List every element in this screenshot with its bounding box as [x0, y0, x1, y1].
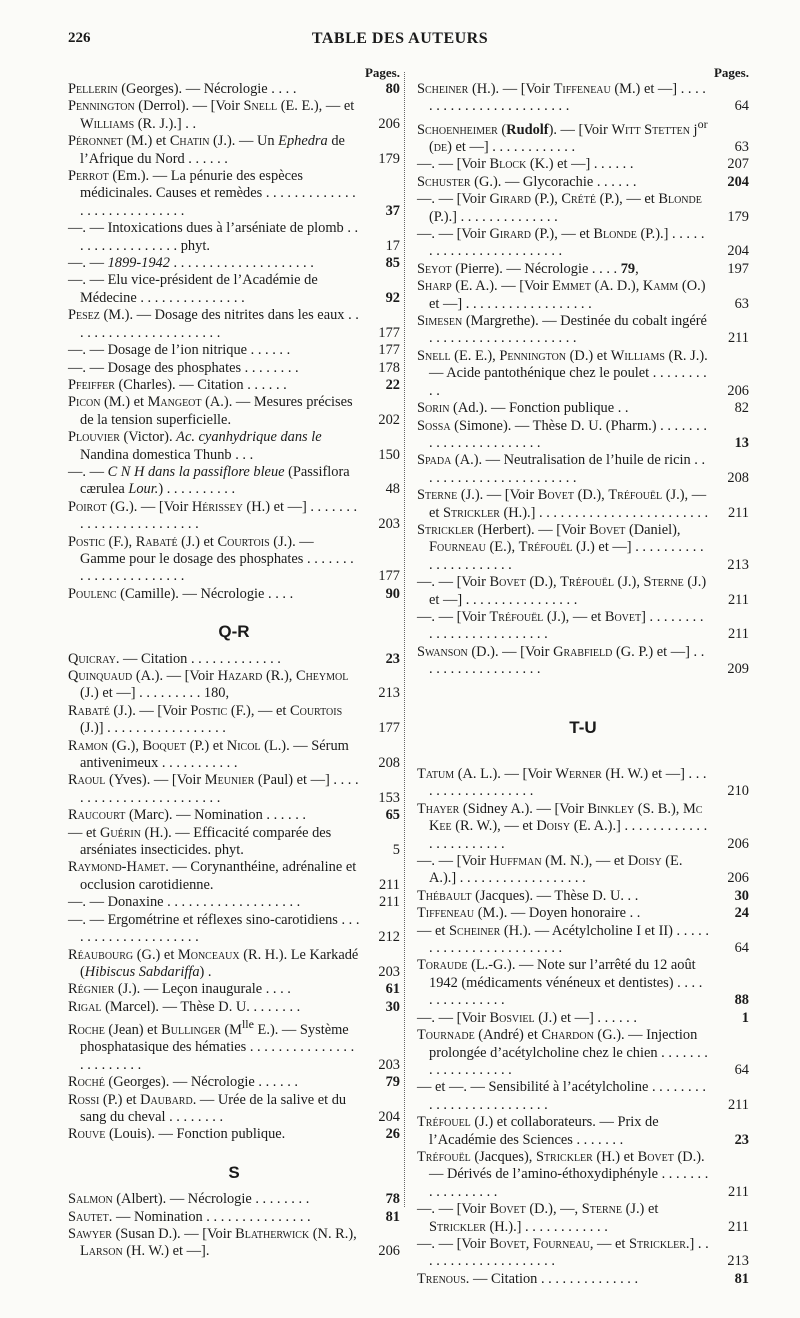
index-entry-page: 204: [727, 173, 749, 190]
index-entry-text: Pennington (Derrol). — [Voir Snell (E. E.), — et Williams (R. J.).] . .: [68, 98, 355, 132]
index-entry: [68, 168, 400, 220]
index-entry-page: 207: [727, 156, 749, 173]
index-entry: [417, 487, 749, 522]
index-entry-page: 206: [378, 115, 400, 132]
page-title: TABLE DES AUTEURS: [311, 30, 489, 47]
index-entry-text: Schuster (G.). — Glycorachie . . . . . .: [417, 173, 637, 190]
index-entry-page: 177: [378, 324, 400, 341]
index-entry-text: Roché (Georges). — Nécrologie . . . . . .: [68, 1074, 298, 1091]
index-entry-page: 63: [734, 295, 749, 312]
index-entry: [417, 1236, 749, 1271]
index-entry-page: 210: [727, 783, 749, 800]
index-entry: [68, 807, 400, 824]
index-group-tu: [417, 766, 749, 1288]
index-entry-page: 208: [727, 469, 749, 486]
index-entry-text: —. — [Voir Bovet (D.), Tréfouël (J.), Sterne (J.) et —] . . . . . . . . . . . . . . . .: [417, 574, 707, 608]
index-entry-page: 209: [727, 661, 749, 678]
index-entry-page: 204: [378, 1108, 400, 1125]
index-entry: [68, 429, 400, 464]
index-entry-text: Raoul (Yves). — [Voir Meunier (Paul) et —] . . . . . . . . . . . . . . . . . . . . . . . .: [68, 772, 359, 806]
index-entry: [68, 360, 400, 377]
index-entry-text: — et Guérin (H.). — Efficacité comparée des arséniates insecticides. phyt.: [68, 824, 332, 859]
index-entry-text: Rouve (Louis). — Fonction publique.: [68, 1126, 286, 1143]
index-group-p: [68, 81, 400, 603]
section-heading-qr: Q-R: [218, 622, 250, 642]
index-entry-page: 64: [734, 940, 749, 957]
index-entry: [417, 1027, 749, 1079]
index-entry-page: 92: [385, 289, 400, 306]
index-entry: [68, 342, 400, 359]
index-entry-text: Réaubourg (G.) et Monceaux (R. H.). Le Karkadé (Hibiscus Sabdariffa) .: [68, 946, 359, 980]
index-entry-page: 81: [734, 1270, 749, 1287]
index-entry-text: — et —. — Sensibilité à l’acétylcholine . . . . . . . . . . . . . . . . . . . . . . . . .: [417, 1079, 706, 1113]
index-entry: [68, 586, 400, 603]
index-entry-page: 213: [727, 1253, 749, 1270]
index-entry-text: Schoenheimer (Rudolf). — [Voir Witt Stetten $j^{or}$ (de) et —] . . . . . . . . . . . .: [417, 116, 708, 156]
index-entry-text: Postic (F.), Rabaté (J.) et Courtois (J.). — Gamme pour le dosage des phosphates . . . . . . . . . . . . . . . . . . . . . .: [68, 533, 354, 585]
index-entry: [68, 947, 400, 982]
index-entry: [417, 609, 749, 644]
index-entry-page: 37: [385, 202, 400, 219]
index-entry-page: 5: [392, 842, 400, 859]
index-entry-page: 178: [378, 359, 400, 376]
index-entry-text: —. — [Voir Girard (P.), Crété (P.), — et Blonde (P.).] . . . . . . . . . . . . . .: [417, 191, 702, 225]
index-entry-page: 64: [734, 1061, 749, 1078]
index-entry: [417, 261, 749, 278]
index-entry: [68, 1209, 400, 1226]
index-entry: [68, 1016, 400, 1074]
index-entry-text: Swanson (D.). — [Voir Grabfield (G. P.) et —] . . . . . . . . . . . . . . . . . .: [417, 643, 705, 678]
index-entry-text: —. — Donaxine . . . . . . . . . . . . . . . . . . .: [68, 894, 301, 911]
index-entry-page: 80: [385, 81, 400, 97]
index-entry-text: Plouvier (Victor). Ac. cyanhydrique dans le Nandina domestica Thunb . . .: [68, 429, 322, 463]
index-entry-page: 203: [378, 963, 400, 980]
index-entry: [68, 981, 400, 998]
index-entry-text: Poulenc (Camille). — Nécrologie . . . .: [68, 585, 294, 602]
index-entry-page: 202: [378, 411, 400, 428]
index-entry-text: Ramon (G.), Boquet (P.) et Nicol (L.). — Sérum antivenimeux . . . . . . . . . . .: [68, 737, 349, 772]
index-entry-text: Roche (Jean) et Bullinger ($M^{lle}$ E.). — Système phosphatasique des hématies . . . . . . . . . . . . . . . . . . . . . . . .: [68, 1017, 355, 1073]
index-entry-text: —. — Ergométrine et réflexes sino-carotidiens . . . . . . . . . . . . . . . . . . . .: [68, 911, 360, 946]
pages-column-label: Pages.: [364, 65, 400, 80]
index-entry-page: 150: [378, 446, 400, 463]
index-entry-page: 206: [378, 1243, 400, 1260]
index-entry-text: —. — [Voir Block (K.) et —] . . . . . .: [417, 156, 634, 173]
index-entry: [417, 174, 749, 191]
index-entry: [417, 452, 749, 487]
index-entry-page: 179: [727, 208, 749, 225]
index-entry-page: 1: [741, 1009, 749, 1026]
index-entry-text: Rigal (Marcel). — Thèse D. U. . . . . . . .: [68, 998, 301, 1015]
index-entry-page: 90: [385, 585, 400, 602]
index-entry-page: 211: [378, 876, 400, 893]
index-entry: [417, 1010, 749, 1027]
index-entry: [417, 1114, 749, 1149]
index-entry-text: Simesen (Margrethe). — Destinée du cobalt ingéré . . . . . . . . . . . . . . . . . . . . .: [417, 313, 707, 347]
index-entry: [68, 499, 400, 534]
index-entry-page: 177: [378, 568, 400, 585]
index-entry: [68, 133, 400, 168]
index-entry-text: —. — [Voir Bosviel (J.) et —] . . . . . .: [417, 1009, 637, 1026]
index-entry-page: 63: [734, 139, 749, 156]
column-divider: [404, 72, 405, 1207]
index-entry: [417, 313, 749, 348]
index-entry-page: 206: [727, 835, 749, 852]
index-entry: [417, 226, 749, 261]
index-entry: [417, 81, 749, 116]
page-number: 226: [68, 30, 91, 46]
index-entry-page: 13: [734, 434, 749, 451]
index-entry: [417, 888, 749, 905]
index-entry-text: Sorin (Ad.). — Fonction publique . .: [417, 400, 629, 417]
index-entry-text: Rabaté (J.). — [Voir Postic (F.), — et Courtois (J.)] . . . . . . . . . . . . . . . . .: [68, 702, 343, 737]
section-heading-tu: T-U: [569, 717, 597, 737]
index-entry-text: Sharp (E. A.). — [Voir Emmet (A. D.), Kamm (O.) et —] . . . . . . . . . . . . . . . . . .: [417, 278, 706, 312]
index-entry: [417, 400, 749, 417]
index-entry: [68, 464, 400, 499]
index-entry-text: Tiffeneau (M.). — Doyen honoraire . .: [417, 905, 641, 922]
index-entry: [68, 668, 400, 703]
index-entry: [417, 348, 749, 400]
index-entry-text: Salmon (Albert). — Nécrologie . . . . . . . .: [68, 1191, 310, 1208]
index-entry: [68, 859, 400, 894]
index-entry-text: Thébault (Jacques). — Thèse D. U. . .: [417, 887, 639, 904]
index-entry-text: Quinquaud (A.). — [Voir Hazard (R.), Cheymol (J.) et —] . . . . . . . . . 180,: [68, 668, 349, 702]
index-entry-page: 64: [734, 98, 749, 115]
index-entry-page: 85: [385, 255, 400, 272]
index-entry-page: 24: [734, 905, 749, 922]
index-entry: [417, 191, 749, 226]
index-entry-page: 177: [378, 342, 400, 359]
index-entry: [68, 220, 400, 255]
index-entry-text: Toraude (L.-G.). — Note sur l’arrêté du 12 août 1942 (médicaments vénéneux et dentistes) . . . . . . . . . . . . . . .: [417, 957, 703, 1009]
pages-column-label: Pages.: [713, 65, 749, 80]
index-entry-page: 61: [385, 981, 400, 998]
index-entry-text: —. — Intoxications dues à l’arséniate de plomb . . . . . . . . . . . . . . . . phyt.: [68, 220, 359, 254]
index-entry: [68, 738, 400, 773]
section-heading-s: S: [228, 1162, 240, 1182]
index-entry: [417, 278, 749, 313]
index-entry-text: —. — Dosage des phosphates . . . . . . . .: [68, 359, 299, 376]
index-entry-page: 211: [378, 894, 400, 911]
index-entry: [68, 1092, 400, 1127]
index-entry: [68, 1074, 400, 1091]
index-entry-text: Quicray. — Citation . . . . . . . . . . . . .: [68, 650, 281, 667]
index-entry-text: —. — [Voir Bovet, Fourneau, — et Strickler.] . . . . . . . . . . . . . . . . . . . .: [417, 1235, 709, 1270]
index-entry: [417, 1149, 749, 1201]
index-entry: [68, 377, 400, 394]
index-entry-text: Raymond-Hamet. — Corynanthéine, adrénaline et occlusion carotidienne.: [68, 859, 357, 893]
index-entry-text: Tréfouel (J.) et collaborateurs. — Prix de l’Académie des Sciences . . . . . . .: [417, 1114, 659, 1148]
index-entry-text: —. — Elu vice-président de l’Académie de Médecine . . . . . . . . . . . . . . .: [68, 272, 318, 306]
index-entry: [417, 766, 749, 801]
index-entry-text: Sautet. — Nomination . . . . . . . . . . . . . . .: [68, 1208, 311, 1225]
index-entry-page: 82: [734, 400, 749, 417]
index-entry-text: Picon (M.) et Mangeot (A.). — Mesures précises de la tension superficielle.: [68, 394, 353, 428]
index-entry-text: Régnier (J.). — Leçon inaugurale . . . .: [68, 981, 291, 998]
index-entry-text: Rossi (P.) et Daubard. — Urée de la salive et du sang du cheval . . . . . . . .: [68, 1091, 347, 1125]
index-entry-page: 211: [727, 330, 749, 347]
index-entry: [417, 156, 749, 173]
index-entry: [417, 644, 749, 679]
index-entry-page: 203: [378, 1056, 400, 1073]
index-entry: [417, 957, 749, 1009]
index-entry: [68, 772, 400, 807]
index-entry: [417, 923, 749, 958]
index-entry-text: Tatum (A. L.). — [Voir Werner (H. W.) et —] . . . . . . . . . . . . . . . . . .: [417, 766, 707, 800]
index-entry-text: Pesez (M.). — Dosage des nitrites dans les eaux . . . . . . . . . . . . . . . . . . . . . .: [68, 307, 359, 341]
index-entry-page: 211: [727, 626, 749, 643]
index-entry-text: Raucourt (Marc). — Nomination . . . . . .: [68, 807, 306, 824]
index-entry-page: 213: [378, 685, 400, 702]
index-entry: [68, 307, 400, 342]
index-entry-page: 212: [378, 929, 400, 946]
index-group-s-continued: [417, 81, 749, 679]
index-group-s: [68, 1191, 400, 1261]
index-entry-text: Trenous. — Citation . . . . . . . . . . . . . .: [417, 1270, 639, 1287]
index-entry: [68, 1226, 400, 1261]
index-entry-text: —. — [Voir Bovet (D.), —, Sterne (J.) et Strickler (H.).] . . . . . . . . . . . .: [417, 1201, 659, 1235]
index-entry: [417, 116, 749, 157]
index-entry-page: 23: [385, 650, 400, 667]
index-entry-text: Pellerin (Georges). — Nécrologie . . . .: [68, 81, 297, 97]
index-entry-page: 153: [378, 789, 400, 806]
index-entry-text: Péronnet (M.) et Chatin (J.). — Un Ephedra de l’Afrique du Nord . . . . . .: [68, 133, 345, 167]
index-entry-page: 206: [727, 382, 749, 399]
index-entry: [68, 272, 400, 307]
index-entry: [68, 98, 400, 133]
index-entry-page: 78: [385, 1191, 400, 1208]
index-entry: [417, 418, 749, 453]
index-entry-page: 30: [734, 887, 749, 904]
index-entry-page: 48: [385, 481, 400, 498]
index-entry-text: —. — 1899-1942 . . . . . . . . . . . . . . . . . . . .: [68, 255, 314, 272]
index-entry: [417, 853, 749, 888]
index-entry-text: —. — [Voir Huffman (M. N.), — et Doisy (E. A.).] . . . . . . . . . . . . . . . . . .: [417, 853, 683, 887]
index-entry-text: Poirot (G.). — [Voir Hérissey (H.) et —] . . . . . . . . . . . . . . . . . . . . . . . .: [68, 498, 358, 533]
index-entry-page: 65: [385, 807, 400, 824]
index-entry: [417, 801, 749, 853]
index-entry-text: Sossa (Simone). — Thèse D. U. (Pharm.) . . . . . . . . . . . . . . . . . . . . . . .: [417, 417, 707, 451]
index-entry-page: 81: [385, 1208, 400, 1225]
index-entry: [68, 255, 400, 272]
index-entry: [68, 894, 400, 911]
index-entry-text: Seyot (Pierre). — Nécrologie . . . . 79,: [417, 260, 639, 277]
index-entry: [417, 1079, 749, 1114]
index-entry-text: —. — Dosage de l’ion nitrique . . . . . .: [68, 342, 291, 359]
index-entry-text: — et Scheiner (H.). — Acétylcholine I et II) . . . . . . . . . . . . . . . . . . . . . . . .: [417, 922, 709, 957]
index-entry: [417, 1201, 749, 1236]
index-entry-page: 211: [727, 1218, 749, 1235]
index-entry-page: 88: [734, 992, 749, 1009]
index-entry-page: 179: [378, 150, 400, 167]
index-entry-text: —. — [Voir Tréfouël (J.), — et Bovet] . . . . . . . . . . . . . . . . . . . . . . . . .: [417, 608, 704, 643]
index-entry-page: 197: [727, 260, 749, 277]
index-entry-text: Perrot (Em.). — La pénurie des espèces médicinales. Causes et remèdes . . . . . . . . . . . . . . . . . . . . . . . . . . . .: [68, 168, 356, 219]
index-entry-text: Tournade (André) et Chardon (G.). — Injection prolongée d’acétylcholine chez le chien . . . . . . . . . . . . . . . . . . .: [417, 1027, 708, 1078]
index-group-qr: [68, 651, 400, 1144]
index-entry-text: Sterne (J.). — [Voir Bovet (D.), Tréfouël (J.), — et Strickler (H.).] . . . . . . . . . . . . . . . . . . . . . . . .: [417, 487, 709, 521]
index-entry-text: Pfeiffer (Charles). — Citation . . . . . .: [68, 376, 287, 393]
index-entry: [68, 912, 400, 947]
index-entry-text: Thayer (Sidney A.). — [Voir Binkley (S. B.), Mc Kee (R. W.), — et Doisy (E. A.).] . . . . . . . . . . . . . . . . . . . . . . .: [417, 800, 708, 852]
index-entry-page: 17: [385, 237, 400, 254]
index-entry-page: 203: [378, 516, 400, 533]
index-entry-page: 206: [727, 870, 749, 887]
index-entry: [68, 1191, 400, 1208]
left-column: [68, 64, 400, 1261]
index-entry-page: 30: [385, 998, 400, 1015]
index-entry-page: 211: [727, 591, 749, 608]
index-entry-text: Snell (E. E.), Pennington (D.) et Williams (R. J.). — Acide pantothénique chez le poulet . . . . . . . . . .: [417, 347, 708, 399]
index-entry-page: 23: [734, 1131, 749, 1148]
index-entry-page: 26: [385, 1126, 400, 1143]
index-entry: [68, 1126, 400, 1143]
index-entry-text: Scheiner (H.). — [Voir Tiffeneau (M.) et —] . . . . . . . . . . . . . . . . . . . . . . . .: [417, 81, 706, 115]
index-entry: [68, 394, 400, 429]
index-entry: [417, 574, 749, 609]
index-entry-page: 211: [727, 1096, 749, 1113]
index-entry-page: 211: [727, 504, 749, 521]
index-entry: [68, 999, 400, 1016]
index-entry-page: 177: [378, 720, 400, 737]
index-entry: [417, 522, 749, 574]
index-entry-page: 204: [727, 243, 749, 260]
index-entry-text: Spada (A.). — Neutralisation de l’huile de ricin . . . . . . . . . . . . . . . . . . . . . . .: [417, 452, 706, 486]
index-entry: [68, 81, 400, 98]
index-entry: [417, 1271, 749, 1288]
index-entry-page: 213: [727, 556, 749, 573]
index-entry-text: Sawyer (Susan D.). — [Voir Blatherwick (N. R.), Larson (H. W.) et —].: [68, 1225, 357, 1260]
index-entry: [417, 905, 749, 922]
index-entry-page: 211: [727, 1183, 749, 1200]
index-entry-text: —. — [Voir Girard (P.), — et Blonde (P.).] . . . . . . . . . . . . . . . . . . . . . . . .: [417, 226, 705, 260]
index-entry: [68, 703, 400, 738]
index-entry-text: —. — C N H dans la passiflore bleue (Passiflora cærulea Lour.) . . . . . . . . . .: [68, 463, 350, 498]
index-entry-text: Tréfouël (Jacques), Strickler (H.) et Bovet (D.). — Dérivés de l’amino-éthoxydiphényle . . . . . . . . . . . . . . . . .: [417, 1148, 709, 1200]
right-column: [417, 64, 749, 1288]
index-entry-page: 22: [385, 376, 400, 393]
index-entry: [68, 534, 400, 586]
index-entry: [68, 825, 400, 860]
index-entry-text: Strickler (Herbert). — [Voir Bovet (Daniel), Fourneau (E.), Tréfouël (J.) et —] . . . . . . . . . . . . . . . . . . . . . .: [417, 521, 704, 573]
index-entry-page: 79: [385, 1074, 400, 1091]
index-entry: [68, 651, 400, 668]
index-entry-page: 208: [378, 755, 400, 772]
